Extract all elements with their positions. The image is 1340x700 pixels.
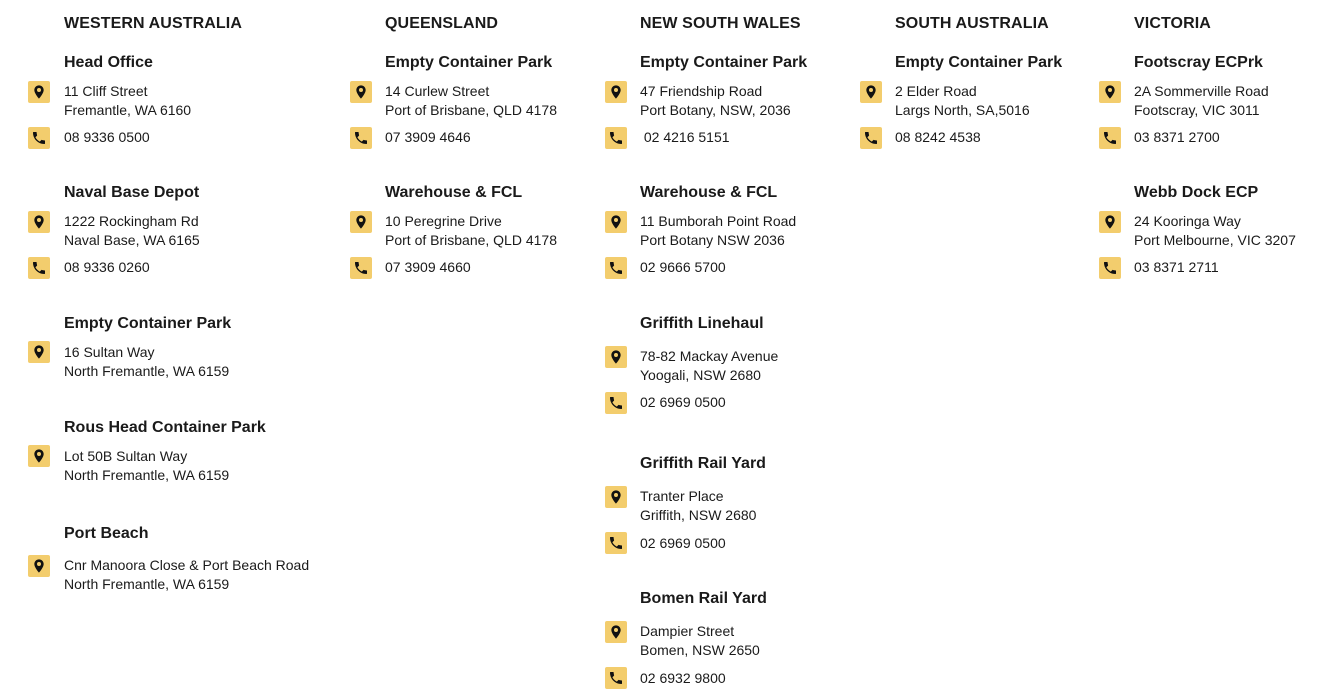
region-title-victoria: VICTORIA: [1134, 15, 1211, 32]
map-pin-icon: [605, 81, 627, 103]
region-title-new-south-wales: NEW SOUTH WALES: [640, 15, 801, 32]
address-line-1: 24 Kooringa Way: [1134, 213, 1241, 229]
address-line-2: Port of Brisbane, QLD 4178: [385, 232, 557, 248]
location-title: Warehouse & FCL: [640, 184, 778, 201]
address-line-1: 78-82 Mackay Avenue: [640, 348, 779, 364]
phone-number[interactable]: 02 6969 0500: [640, 535, 726, 551]
phone-icon: [605, 257, 627, 279]
address-line-2: Bomen, NSW 2650: [640, 642, 760, 658]
location-title: Empty Container Park: [64, 315, 232, 332]
address-line-1: 16 Sultan Way: [64, 344, 155, 360]
map-pin-icon: [28, 81, 50, 103]
address-line-2: Port Botany, NSW, 2036: [640, 102, 791, 118]
map-pin-icon: [1099, 211, 1121, 233]
phone-number[interactable]: 02 6969 0500: [640, 394, 726, 410]
address-line-2: Naval Base, WA 6165: [64, 232, 200, 248]
location-title: Port Beach: [64, 525, 149, 542]
address-line-1: 1222 Rockingham Rd: [64, 213, 199, 229]
location-title: Naval Base Depot: [64, 184, 200, 201]
phone-icon: [28, 257, 50, 279]
region-title-south-australia: SOUTH AUSTRALIA: [895, 15, 1049, 32]
address-line-2: North Fremantle, WA 6159: [64, 363, 230, 379]
phone-number[interactable]: 08 9336 0500: [64, 129, 150, 145]
map-pin-icon: [605, 346, 627, 368]
address-line-2: Port of Brisbane, QLD 4178: [385, 102, 557, 118]
map-pin-icon: [605, 621, 627, 643]
address-line-1: 11 Bumborah Point Road: [640, 213, 797, 229]
address-line-1: 11 Cliff Street: [64, 83, 148, 99]
location-title: Empty Container Park: [895, 54, 1063, 71]
address-line-2: Port Botany NSW 2036: [640, 232, 785, 248]
address-line-1: 2A Sommerville Road: [1134, 83, 1269, 99]
address-line-2: North Fremantle, WA 6159: [64, 467, 230, 483]
map-pin-icon: [28, 211, 50, 233]
phone-number[interactable]: 02 6932 9800: [640, 670, 726, 686]
address-line-2: North Fremantle, WA 6159: [64, 576, 230, 592]
map-pin-icon: [1099, 81, 1121, 103]
map-pin-icon: [350, 211, 372, 233]
address-line-2: Yoogali, NSW 2680: [640, 367, 761, 383]
phone-icon: [28, 127, 50, 149]
address-line-2: Port Melbourne, VIC 3207: [1134, 232, 1296, 248]
map-pin-icon: [605, 486, 627, 508]
location-title: Footscray ECPrk: [1134, 54, 1263, 71]
phone-number[interactable]: 02 9666 5700: [640, 259, 726, 275]
map-pin-icon: [28, 555, 50, 577]
phone-icon: [1099, 257, 1121, 279]
location-title: Empty Container Park: [385, 54, 553, 71]
phone-icon: [350, 127, 372, 149]
map-pin-icon: [28, 341, 50, 363]
phone-icon: [605, 667, 627, 689]
address-line-1: 47 Friendship Road: [640, 83, 763, 99]
phone-number[interactable]: 08 8242 4538: [895, 129, 981, 145]
map-pin-icon: [28, 445, 50, 467]
location-title: Warehouse & FCL: [385, 184, 523, 201]
region-title-western-australia: WESTERN AUSTRALIA: [64, 15, 242, 32]
address-line-1: Lot 50B Sultan Way: [64, 448, 188, 464]
address-line-2: Fremantle, WA 6160: [64, 102, 192, 118]
address-line-1: Tranter Place: [640, 488, 724, 504]
map-pin-icon: [350, 81, 372, 103]
phone-number[interactable]: 03 8371 2700: [1134, 129, 1220, 145]
address-line-1: 10 Peregrine Drive: [385, 213, 502, 229]
address-line-2: Footscray, VIC 3011: [1134, 102, 1260, 118]
location-title: Head Office: [64, 54, 153, 71]
phone-number[interactable]: 02 4216 5151: [640, 129, 730, 145]
location-title: Griffith Linehaul: [640, 315, 764, 332]
location-title: Empty Container Park: [640, 54, 808, 71]
address-line-2: Griffith, NSW 2680: [640, 507, 757, 523]
phone-number[interactable]: 08 9336 0260: [64, 259, 150, 275]
location-title: Rous Head Container Park: [64, 419, 266, 436]
phone-icon: [350, 257, 372, 279]
address-line-1: Dampier Street: [640, 623, 735, 639]
address-line-1: 14 Curlew Street: [385, 83, 490, 99]
phone-icon: [860, 127, 882, 149]
location-title: Griffith Rail Yard: [640, 455, 766, 472]
location-title: Bomen Rail Yard: [640, 590, 767, 607]
phone-number[interactable]: 07 3909 4660: [385, 259, 471, 275]
map-pin-icon: [605, 211, 627, 233]
address-line-1: 2 Elder Road: [895, 83, 977, 99]
map-pin-icon: [860, 81, 882, 103]
phone-number[interactable]: 03 8371 2711: [1134, 259, 1219, 275]
location-title: Webb Dock ECP: [1134, 184, 1259, 201]
address-line-2: Largs North, SA,5016: [895, 102, 1030, 118]
phone-icon: [605, 127, 627, 149]
region-title-queensland: QUEENSLAND: [385, 15, 499, 32]
phone-number[interactable]: 07 3909 4646: [385, 129, 471, 145]
phone-icon: [605, 392, 627, 414]
phone-icon: [605, 532, 627, 554]
address-line-1: Cnr Manoora Close & Port Beach Road: [64, 557, 310, 573]
phone-icon: [1099, 127, 1121, 149]
